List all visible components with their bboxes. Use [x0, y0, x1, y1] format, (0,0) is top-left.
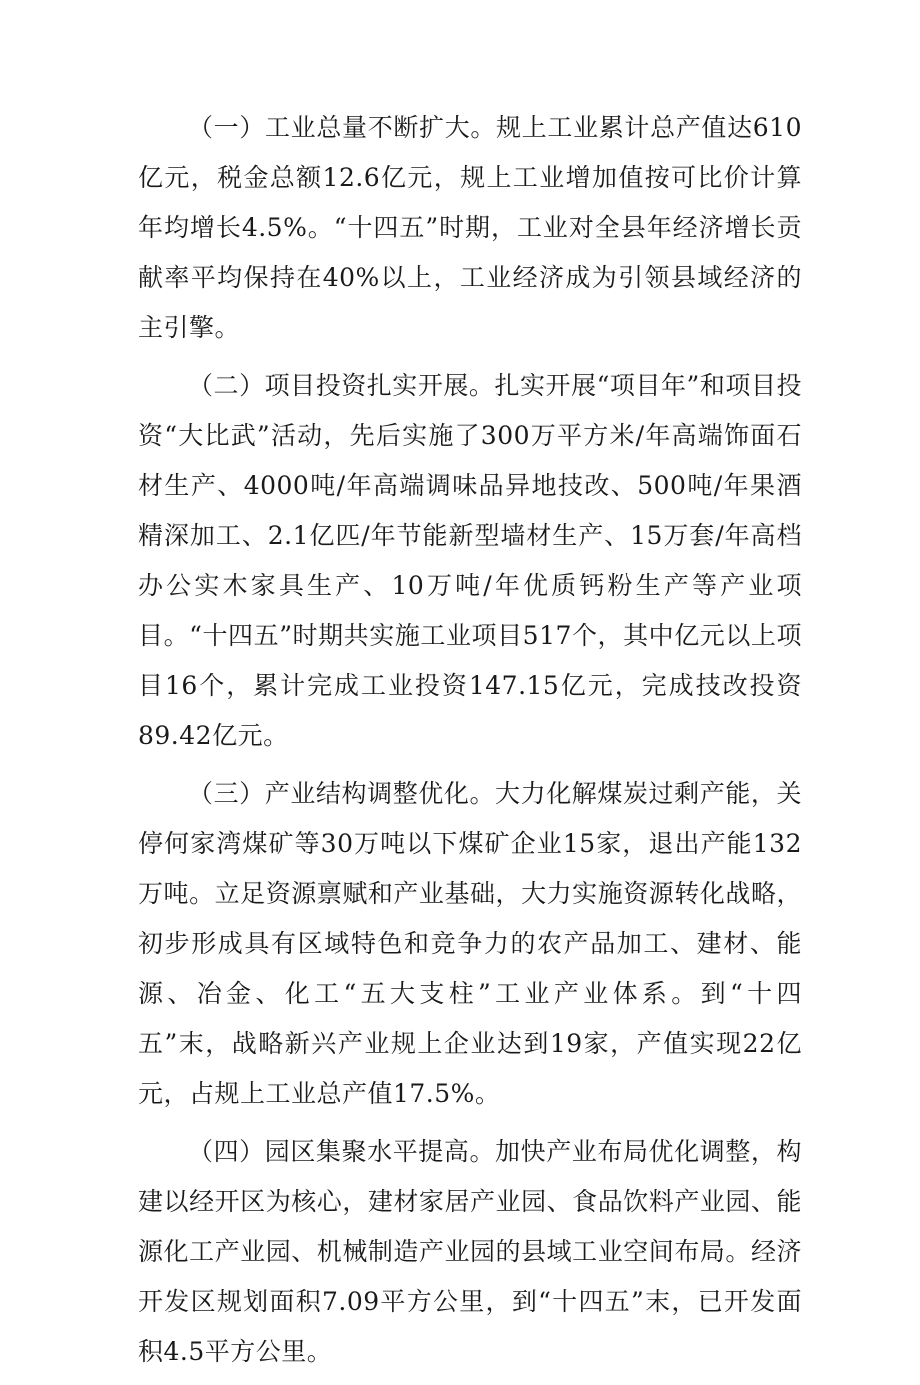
- paragraph-project-investment: （二）项目投资扎实开展。扎实开展“项目年”和项目投资“大比武”活动，先后实施了300万平方米/年高端饰面石材生产、4000吨/年高端调味品异地技改、500吨/年果酒精深加工、2.1亿匹/年节能新型墙材生产、15万套/年高档办公实木家具生产、10万吨/年优质钙粉生产等产业项目。“十四五”时期共实施工业项目517个，其中亿元以上项目16个，累计完成工业投资147.15亿元，完成技改投资89.42亿元。: [138, 371, 802, 750]
- paragraph-industrial-structure: （三）产业结构调整优化。大力化解煤炭过剩产能，关停何家湾煤矿等30万吨以下煤矿企业15家，退出产能132万吨。立足资源禀赋和产业基础，大力实施资源转化战略，初步形成具有区域特色和竞争力的农产品加工、建材、能源、冶金、化工“五大支柱”工业产业体系。到“十四五”末，战略新兴产业规上企业达到19家，产值实现22亿元，占规上工业总产值17.5%。: [138, 779, 802, 1108]
- paragraph-industrial-park: （四）园区集聚水平提高。加快产业布局优化调整，构建以经开区为核心，建材家居产业园、食品饮料产业园、能源化工产业园、机械制造产业园的县域工业空间布局。经济开发区规划面积7.09平方公里，到“十四五”末，已开发面积4.5平方公里。: [138, 1137, 802, 1366]
- document-page: [138, 103, 802, 1385]
- paragraph-industrial-scale: （一）工业总量不断扩大。规上工业累计总产值达610亿元，税金总额12.6亿元，规上工业增加值按可比价计算年均增长4.5%。“十四五”时期，工业对全县年经济增长贡献率平均保持在40%以上，工业经济成为引领县域经济的主引擎。: [138, 113, 802, 342]
